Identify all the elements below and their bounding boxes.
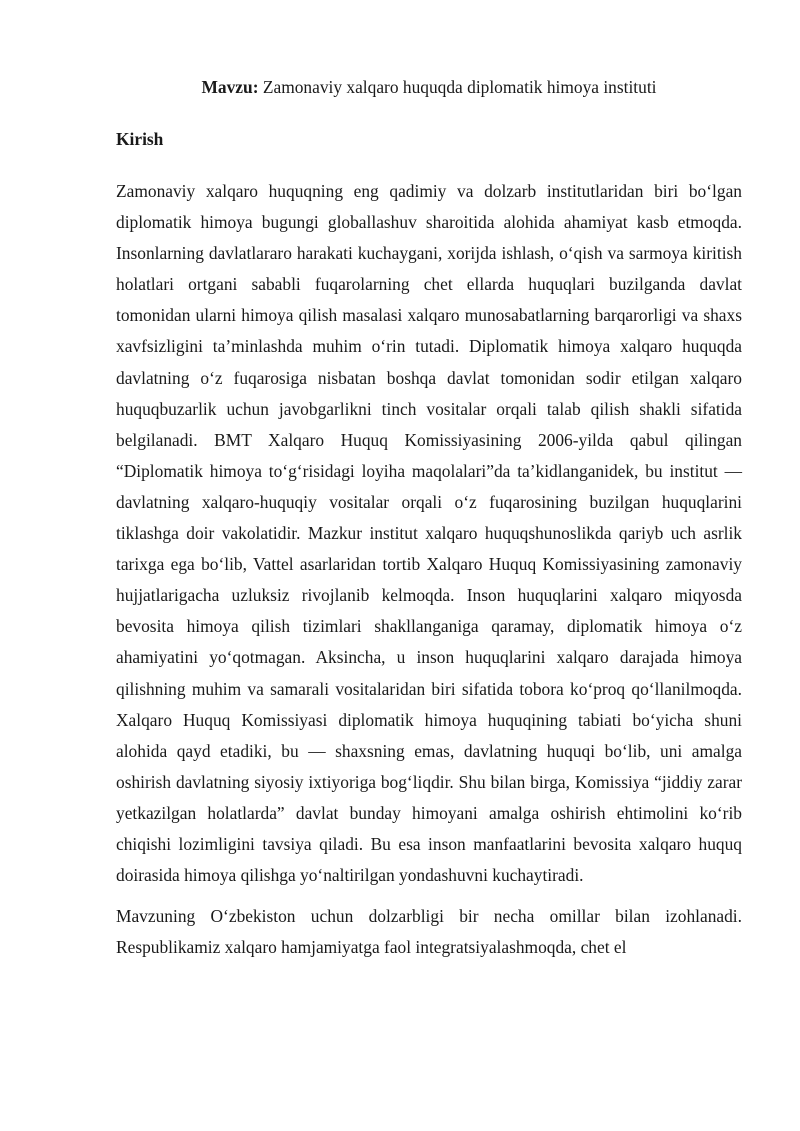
paragraph-introduction: Zamonaviy xalqaro huquqning eng qadimiy va dolzarb institutlaridan biri bo‘lgan diplomatik himoya bugungi globallashuv sharoitida alohida ahamiyat kasb etmoqda. Insonlarning davlatlararo harakati kuchaygani, xorijda ishlash, o‘qish va sarmoya kiritish holatlari ortgani sababli fuqarolarning chet ellarda huquqlari buzilganda davlat tomonidan ularni himoya qilish masalasi xalqaro munosabatlarning barqarorligi va shaxs xavfsizligini ta’minlashda muhim o‘rin tutadi. Diplomatik himoya xalqaro huquqda davlatning o‘z fuqarosiga nisbatan boshqa davlat tomonidan sodir etilgan xalqaro huquqbuzarlik uchun javobgarlikni tinch vositalar orqali talab qilish shakli sifatida belgilanadi. BMT Xalqaro Huquq Komissiyasining 2006-yilda qabul qilingan “Diplomatik himoya to‘g‘risidagi loyiha maqolalari”da ta’kidlanganidek, bu institut — davlatning xalqaro-huquqiy vositalar orqali o‘z fuqarosining buzilgan huquqlarini tiklashga doir vakolatidir. Mazkur institut xalqaro huquqshunoslikda qariyb uch asrlik tarixga ega bo‘lib, Vattel asarlaridan tortib Xalqaro Huquq Komissiyasining zamonaviy hujjatlarigacha uzluksiz rivojlanib kelmoqda. Inson huquqlarini xalqaro miqyosda bevosita himoya qilish tizimlari shakllanganiga qaramay, diplomatik himoya o‘z ahamiyatini yo‘qotmagan. Aksincha, u inson huquqlarini xalqaro darajada himoya qilishning muhim va samarali vositalaridan biri sifatida tobora ko‘proq qo‘llanilmoqda. Xalqaro Huquq Komissiyasi diplomatik himoya huquqining tabiati bo‘yicha shuni alohida qayd etadiki, bu — shaxsning emas, davlatning huquqi bo‘lib, uni amalga oshirish davlatning siyosiy ixtiyoriga bog‘liqdir. Shu bilan birga, Komissiya “jiddiy zarar yetkazilgan holatlarda” davlat bunday himoyani amalga oshirish ehtimolini ko‘rib chiqishi lozimligini tavsiya qiladi. Bu esa inson manfaatlarini bevosita xalqaro huquq doirasida himoya qilishga yo‘naltirilgan yondashuvni kuchaytiradi.: [116, 181, 742, 886]
paragraph-relevance: Mavzuning O‘zbekiston uchun dolzarbligi bir necha omillar bilan izohlanadi. Respublikamiz xalqaro hamjamiyatga faol integratsiyalashmoqda, chet el: [116, 906, 742, 958]
document-title: [116, 74, 742, 100]
title-text: Zamonaviy xalqaro huquqda diplomatik himoya instituti: [258, 77, 657, 97]
section-heading: Kirish: [116, 129, 164, 149]
title-label: Mavzu:: [201, 77, 259, 97]
document-body: [116, 74, 742, 963]
